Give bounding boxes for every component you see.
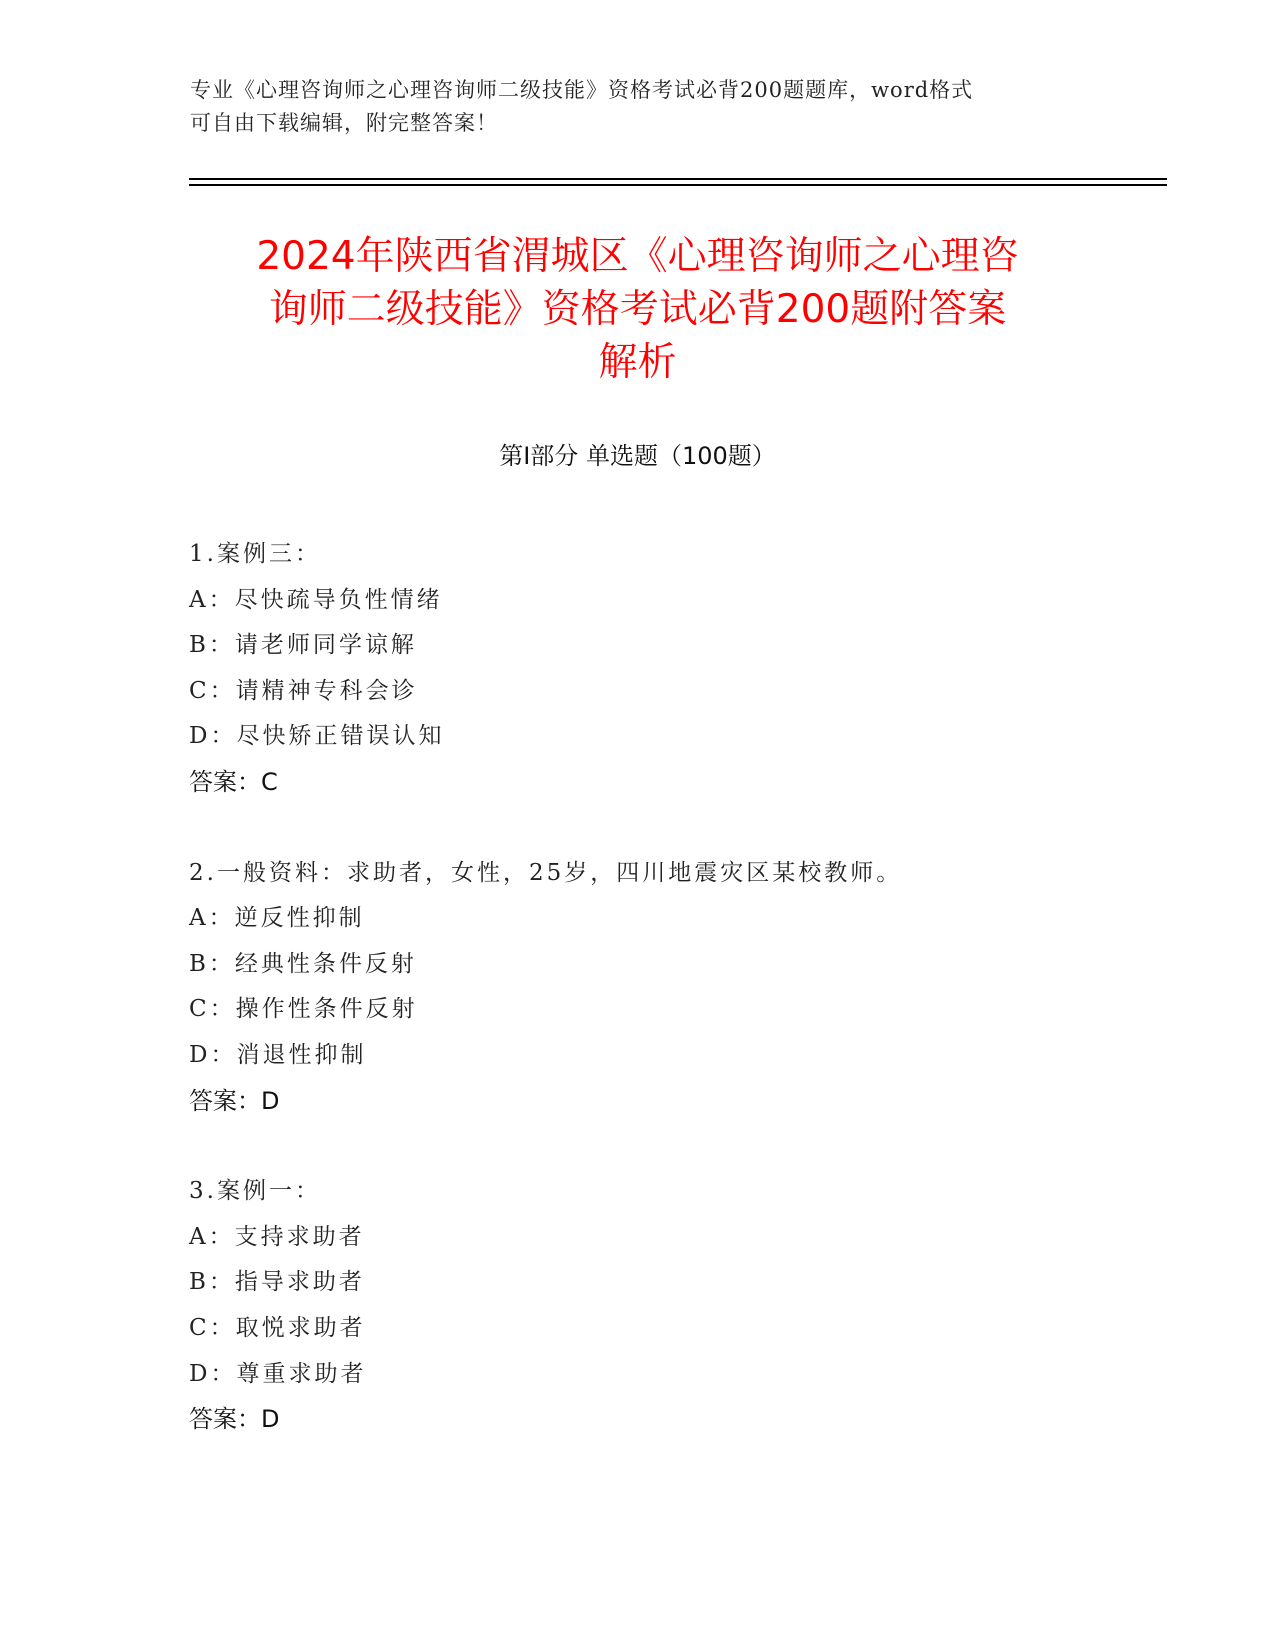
option-d: D：消退性抑制 <box>189 1041 367 1068</box>
option-a: A：尽快疏导负性情绪 <box>189 586 443 613</box>
document-title-line-2: 询师二级技能》资格考试必背200题附答案 <box>268 287 1007 332</box>
question-item <box>189 851 1089 1125</box>
answer-line: 答案：D <box>189 1405 280 1434</box>
question-stem: 1.案例三： <box>189 541 321 567</box>
header-note-line-2: 可自由下载编辑，附完整答案！ <box>190 111 498 135</box>
answer-line: 答案：C <box>189 767 278 796</box>
answer-line: 答案：D <box>189 1086 280 1115</box>
question-stem: 2.一般资料：求助者，女性，25岁，四川地震灾区某校教师。 <box>189 859 903 886</box>
option-b: B：指导求助者 <box>189 1269 365 1296</box>
question-stem: 3.案例一： <box>189 1178 321 1205</box>
option-d: D：尽快矫正错误认知 <box>189 723 445 750</box>
document-title-line-3: 解析 <box>598 340 677 385</box>
header-note <box>190 74 1080 140</box>
header-divider-top <box>189 178 1167 180</box>
option-c: C：请精神专科会诊 <box>189 677 418 704</box>
option-b: B：请老师同学谅解 <box>189 632 417 659</box>
question-list <box>189 532 1089 1488</box>
header-divider-bottom <box>189 184 1167 186</box>
option-c: C：取悦求助者 <box>189 1314 366 1341</box>
document-title <box>180 230 1095 389</box>
option-a: A：支持求助者 <box>189 1223 365 1250</box>
section-title: 第Ⅰ部分 单选题（100题） <box>499 442 776 470</box>
option-c: C：操作性条件反射 <box>189 996 418 1023</box>
header-note-line-1: 专业《心理咨询师之心理咨询师二级技能》资格考试必背200题题库，word格式 <box>190 78 974 102</box>
option-b: B：经典性条件反射 <box>189 950 417 977</box>
question-item <box>189 1169 1089 1443</box>
question-item <box>189 532 1089 806</box>
option-d: D：尊重求助者 <box>189 1360 367 1387</box>
document-title-line-1: 2024年陕西省渭城区《心理咨询师之心理咨 <box>256 234 1019 279</box>
option-a: A：逆反性抑制 <box>189 905 365 932</box>
